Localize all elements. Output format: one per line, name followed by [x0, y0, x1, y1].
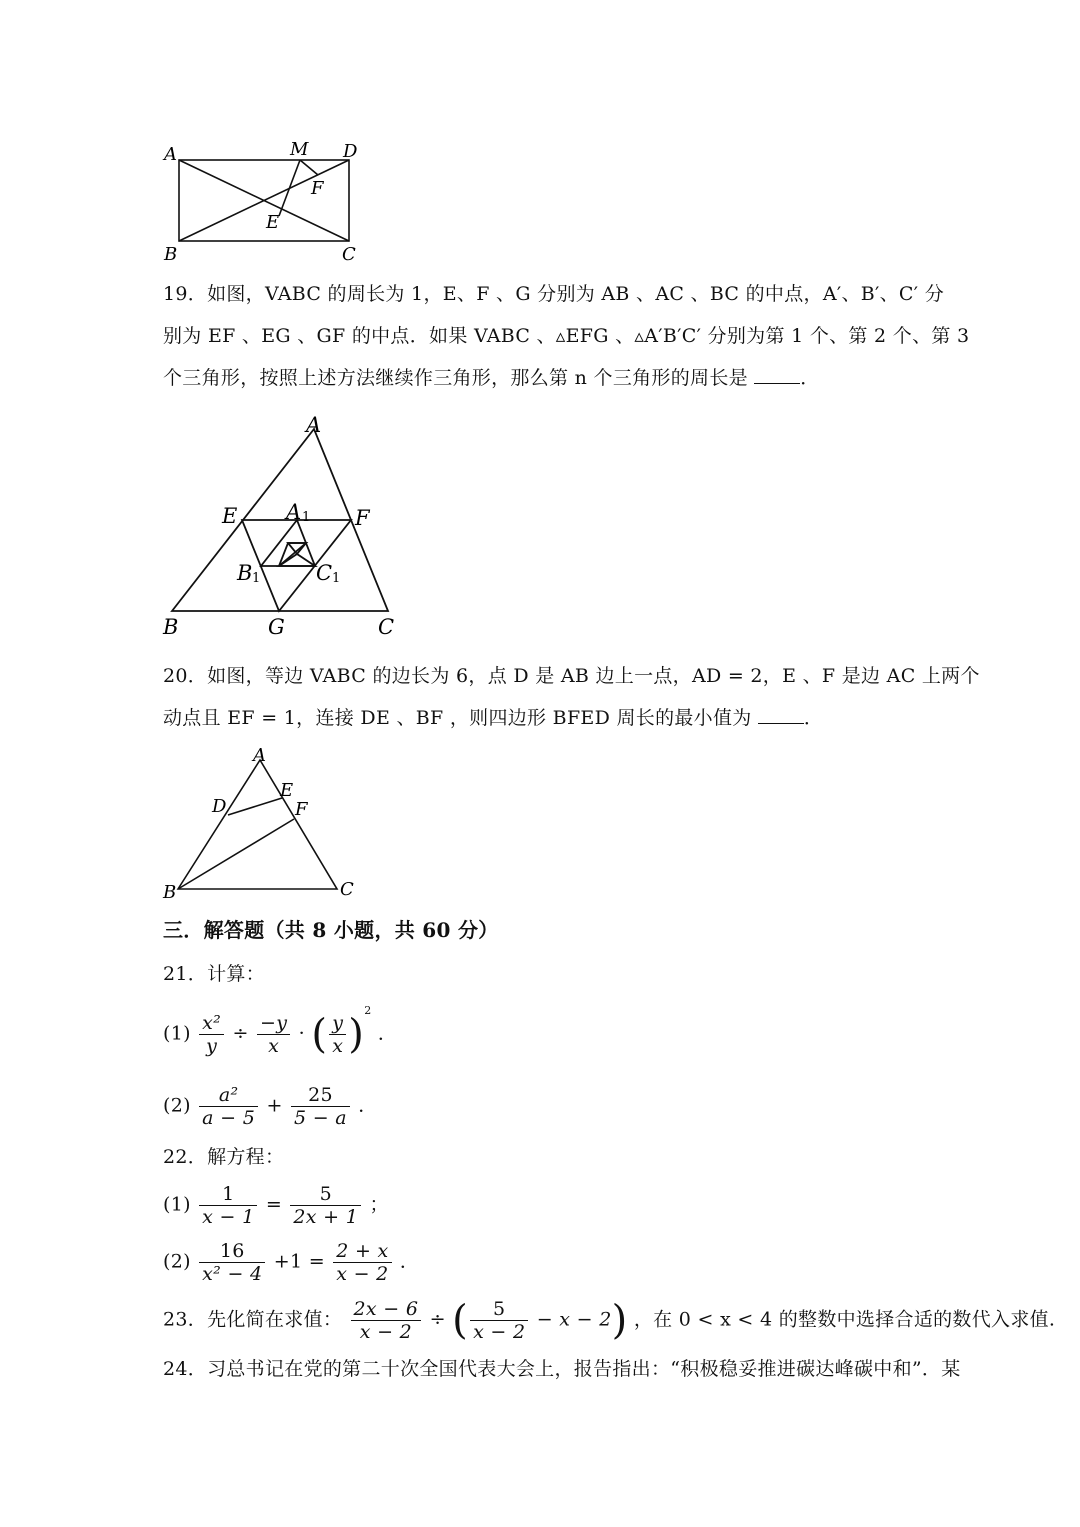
label-E: E — [280, 780, 294, 801]
fraction: $\frac{25}{5 - a}$ — [291, 1084, 350, 1129]
label-A: A — [164, 144, 177, 165]
label-B1-sub: 1 — [252, 571, 261, 586]
q24-line1: 24．习总书记在党的第二十次全国代表大会上，报告指出：“积极稳妥推进碳达峰碳中和”．某 — [163, 1358, 961, 1380]
part-label: (1) — [163, 1022, 191, 1045]
part-label: (2) — [163, 1250, 191, 1273]
q22-part2 — [163, 1240, 419, 1285]
label-D: D — [343, 141, 358, 162]
q23-label: 23．先化简在求值： — [163, 1308, 343, 1331]
punctuation: ． — [358, 1094, 378, 1117]
q23-rest: ，在 0 < x < 4 的整数中选择合适的数代入求值. — [633, 1308, 1056, 1331]
label-F: F — [355, 506, 370, 530]
operator: + — [266, 1094, 283, 1117]
operator: +1 = — [273, 1250, 325, 1273]
answer-blank — [758, 707, 804, 724]
label-F: F — [295, 799, 308, 820]
label-B1: B — [237, 561, 253, 585]
label-M: M — [290, 139, 309, 160]
label-F: F — [311, 178, 324, 199]
label-A: A — [253, 745, 266, 766]
q19-line3-end: ． — [800, 367, 820, 389]
exponent: 2 — [364, 1004, 372, 1018]
q19-line3-text: 个三角形，按照上述方法继续作三角形，那么第 n 个三角形的周长是 — [163, 367, 748, 389]
figure-19-nested-triangles — [160, 408, 410, 643]
label-B: B — [164, 244, 178, 265]
q20-line2-text: 动点且 EF = 1，连接 DE 、BF ，则四边形 BFED 周长的最小值为 — [163, 707, 752, 729]
label-D: D — [212, 796, 227, 817]
q19-line3 — [163, 366, 820, 390]
label-E: E — [222, 504, 238, 528]
punctuation: ． — [399, 1250, 420, 1273]
q19-line2: 别为 EF 、EG 、GF 的中点．如果 VABC 、▵EFG 、▵A′B′C′ 分别为第 1 个、第 2 个、第 3 — [163, 325, 970, 347]
operator: ÷ — [429, 1308, 446, 1331]
punctuation: ； — [369, 1193, 389, 1216]
q20-line1: 20．如图，等边 VABC 的边长为 6，点 D 是 AB 边上一点，AD = 2，E 、F 是边 AC 上两个 — [163, 665, 980, 687]
q19-line1: 19．如图，VABC 的周长为 1，E、F 、G 分别为 AB 、AC 、BC 的中点，A′、B′、C′ 分 — [163, 283, 945, 305]
expression: − x − 2 — [536, 1308, 612, 1331]
fraction: $\frac{\text{x²}}{y}$ — [199, 1012, 224, 1057]
operator: ÷ — [232, 1022, 249, 1045]
label-C1-sub: 1 — [332, 571, 341, 586]
label-A1-sub: 1 — [302, 510, 311, 525]
label-C: C — [342, 244, 356, 265]
fraction: $\frac{-y}{x}$ — [257, 1012, 290, 1057]
label-A1: A — [286, 500, 302, 524]
fraction: $\frac{5}{x - 2}$ — [470, 1298, 528, 1343]
section-3-heading: 三．解答题（共 8 小题，共 60 分） — [163, 918, 499, 942]
figure-20-triangle — [160, 742, 365, 902]
label-G: G — [268, 615, 285, 639]
part-label: (1) — [163, 1193, 191, 1216]
q21-intro: 21．计算： — [163, 963, 265, 985]
label-C1: C — [316, 561, 333, 585]
label-C: C — [378, 615, 395, 639]
fraction: $\frac{16}{\text{x² − 4}}$ — [199, 1240, 265, 1285]
fraction: $\frac{\text{a²}}{a - 5}$ — [199, 1084, 258, 1129]
answer-blank — [754, 367, 800, 384]
figure-18-rectangle — [160, 138, 390, 268]
fraction: $\frac{2 + x}{x - 2}$ — [333, 1240, 391, 1285]
fraction: $\frac{1}{x - 1}$ — [199, 1183, 257, 1228]
label-A: A — [306, 413, 322, 437]
q22-intro: 22．解方程： — [163, 1146, 285, 1168]
operator: · — [298, 1022, 305, 1045]
label-B: B — [163, 615, 179, 639]
q21-part1: (1) $\frac{\text{x²}}{y}$ ÷ $\frac{-y}{x}$ · ( $\frac{y}{x}$ )$^2$ ． — [163, 1004, 398, 1058]
part-label: (2) — [163, 1094, 191, 1117]
label-C: C — [340, 879, 354, 900]
label-E: E — [266, 212, 280, 233]
fraction: $\frac{5}{2x + 1}$ — [290, 1183, 361, 1228]
label-B: B — [163, 882, 177, 902]
punctuation: ． — [377, 1022, 398, 1045]
operator: = — [265, 1193, 283, 1216]
q20-line2 — [163, 706, 823, 730]
q21-part2 — [163, 1084, 378, 1129]
q22-part1 — [163, 1183, 389, 1228]
fraction: $\frac{y}{x}$ — [329, 1012, 346, 1057]
q23: 23．先化简在求值： $\frac{2x - 6}{x - 2}$ ÷ ( $\frac{5}{x - 2}$ − x − 2) ，在 0 < x < 4 的整数中选择合适的数代入求值. — [163, 1297, 1056, 1344]
fraction: $\frac{2x - 6}{x - 2}$ — [351, 1298, 422, 1343]
q20-line2-end: ． — [803, 707, 824, 729]
